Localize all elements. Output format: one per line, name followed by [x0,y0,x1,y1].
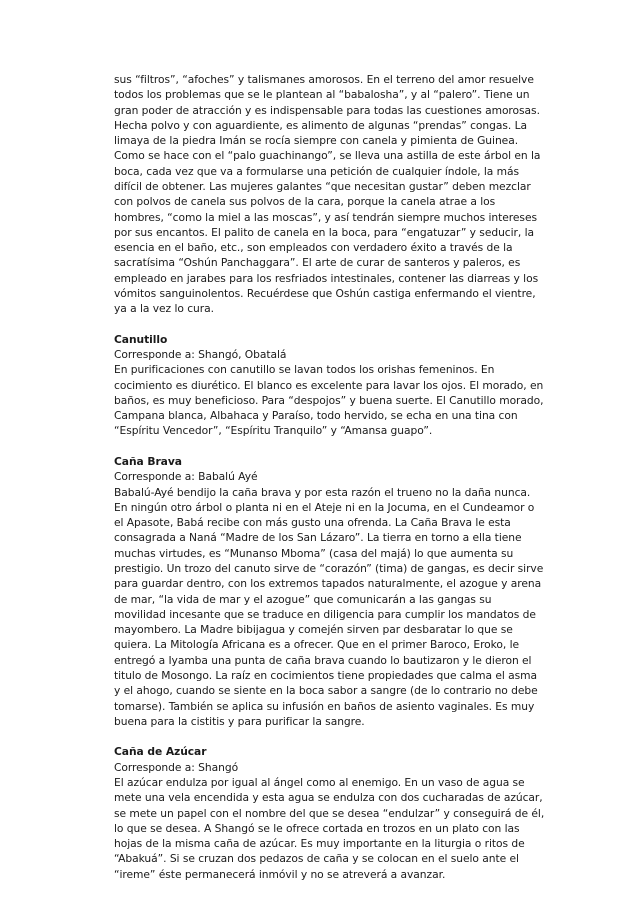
entry-title: Caña de Azúcar [114,745,207,759]
entry-corresponde: Corresponde a: Shangó, Obatalá [114,348,287,362]
entry-canutillo [114,332,546,439]
entry-cana-de-azucar [114,744,546,882]
entry-corresponde: Corresponde a: Babalú Ayé [114,470,258,484]
entry-text: El azúcar endulza por igual al ángel como al enemigo. En un vaso de agua se mete una vela encendida y esta agua se endulza con dos cucharadas de azúcar, se mete un papel con el nombre del que se desea “endulzar” y conseguirá de él, lo que se desea. A Shangó se le ofrece cortada en trozos en un plato con las hojas de la misma caña de azúcar. Es muy importante en la liturgia o ritos de “Abakuá”. Si se cruzan dos pedazos de caña y se colocan en el suelo ante el “ireme” éste permanecerá inmóvil y no se atreverá a avanzar. [114,775,545,881]
entry-cana-brava [114,454,546,729]
entry-title: Caña Brava [114,455,182,469]
entry-text: Babalú-Ayé bendijo la caña brava y por esta razón el trueno no la daña nunca. En ningún otro árbol o planta ni en el Ateje ni en la Jocuma, en el Cundeamor o el Apasote, Babá recibe con más gusto una ofrenda. La Caña Brava le esta consagrada a Naná “Madre de los San Lázaro”. La tierra en torno a ella tiene muchas virtudes, es “Munanso Mboma” (casa del majá) lo que aumenta su prestigio. Un trozo del canuto sirve de “corazón” (tima) de gangas, es decir sirve para guardar dentro, con los extremos tapados naturalmente, el azogue y arena de mar, “la vida de mar y el azogue” que comunicarán a las gangas su movilidad incesante que se traduce en diligencia para cumplir los mandatos de mayombero. La Madre bibijagua y comején sirven par desbaratar lo que se quiera. La Mitología Africana es a ofrecer. Que en el primer Baroco, Eroko, le entregó a Iyamba una punta de caña brava cuando lo bautizaron y le dieron el titulo de Mosongo. La raíz en cocimientos tiene propiedades que calma el asma y el ahogo, cuando se siente en la boca sabor a sangre (de lo contrario no debe tomarse). También se aplica su infusión en baños de asiento vaginales. Es muy buena para la cistitis y para purificar la sangre. [114,485,544,728]
entry-text: En purificaciones con canutillo se lavan todos los orishas femeninos. En cocimiento es diurético. El blanco es excelente para lavar los ojos. El morado, en baños, es muy beneficioso. Para “despojos” y buena suerte. El Canutillo morado, Campana blanca, Albahaca y Paraíso, todo hervido, se echa en una tina con “Espíritu Vencedor”, “Espíritu Tranquilo” y “Amansa guapo”. [114,363,544,438]
entry-title: Canutillo [114,332,168,346]
entry-corresponde: Corresponde a: Shangó [114,760,239,774]
document-page [114,72,546,882]
intro-paragraph: sus “filtros”, “afoches” y talismanes amorosos. En el terreno del amor resuelve todos los problemas que se le plantean al “babalosha”, y al “palero”. Tiene un gran poder de atracción y es indispensable para todas las cuestiones amorosas. Hecha polvo y con aguardiente, es alimento de algunas “prendas” congas. La limaya de la piedra Imán se rocía siempre con canela y pimienta de Guinea. Como se hace con el “palo guachinango”, se lleva una astilla de este árbol en la boca, cada vez que va a formularse una petición de cualquier índole, la más difícil de obtener. Las mujeres galantes “que necesitan gustar” deben mezclar con polvos de canela sus polvos de la cara, porque la canela atrae a los hombres, “como la miel a las moscas”, y así tendrán siempre muchos intereses por sus encantos. El palito de canela en la boca, para “engatuzar” y seducir, la esencia en el baño, etc., son empleados con verdadero éxito a través de la sacratísima “Oshún Panchaggara”. El arte de curar de santeros y paleros, es empleado en jarabes para los resfriados intestinales, contener las diarreas y los vómitos sanguinolentos. Recuérdese que Oshún castiga enfermando el vientre, ya a la vez lo cura. [114,73,541,316]
